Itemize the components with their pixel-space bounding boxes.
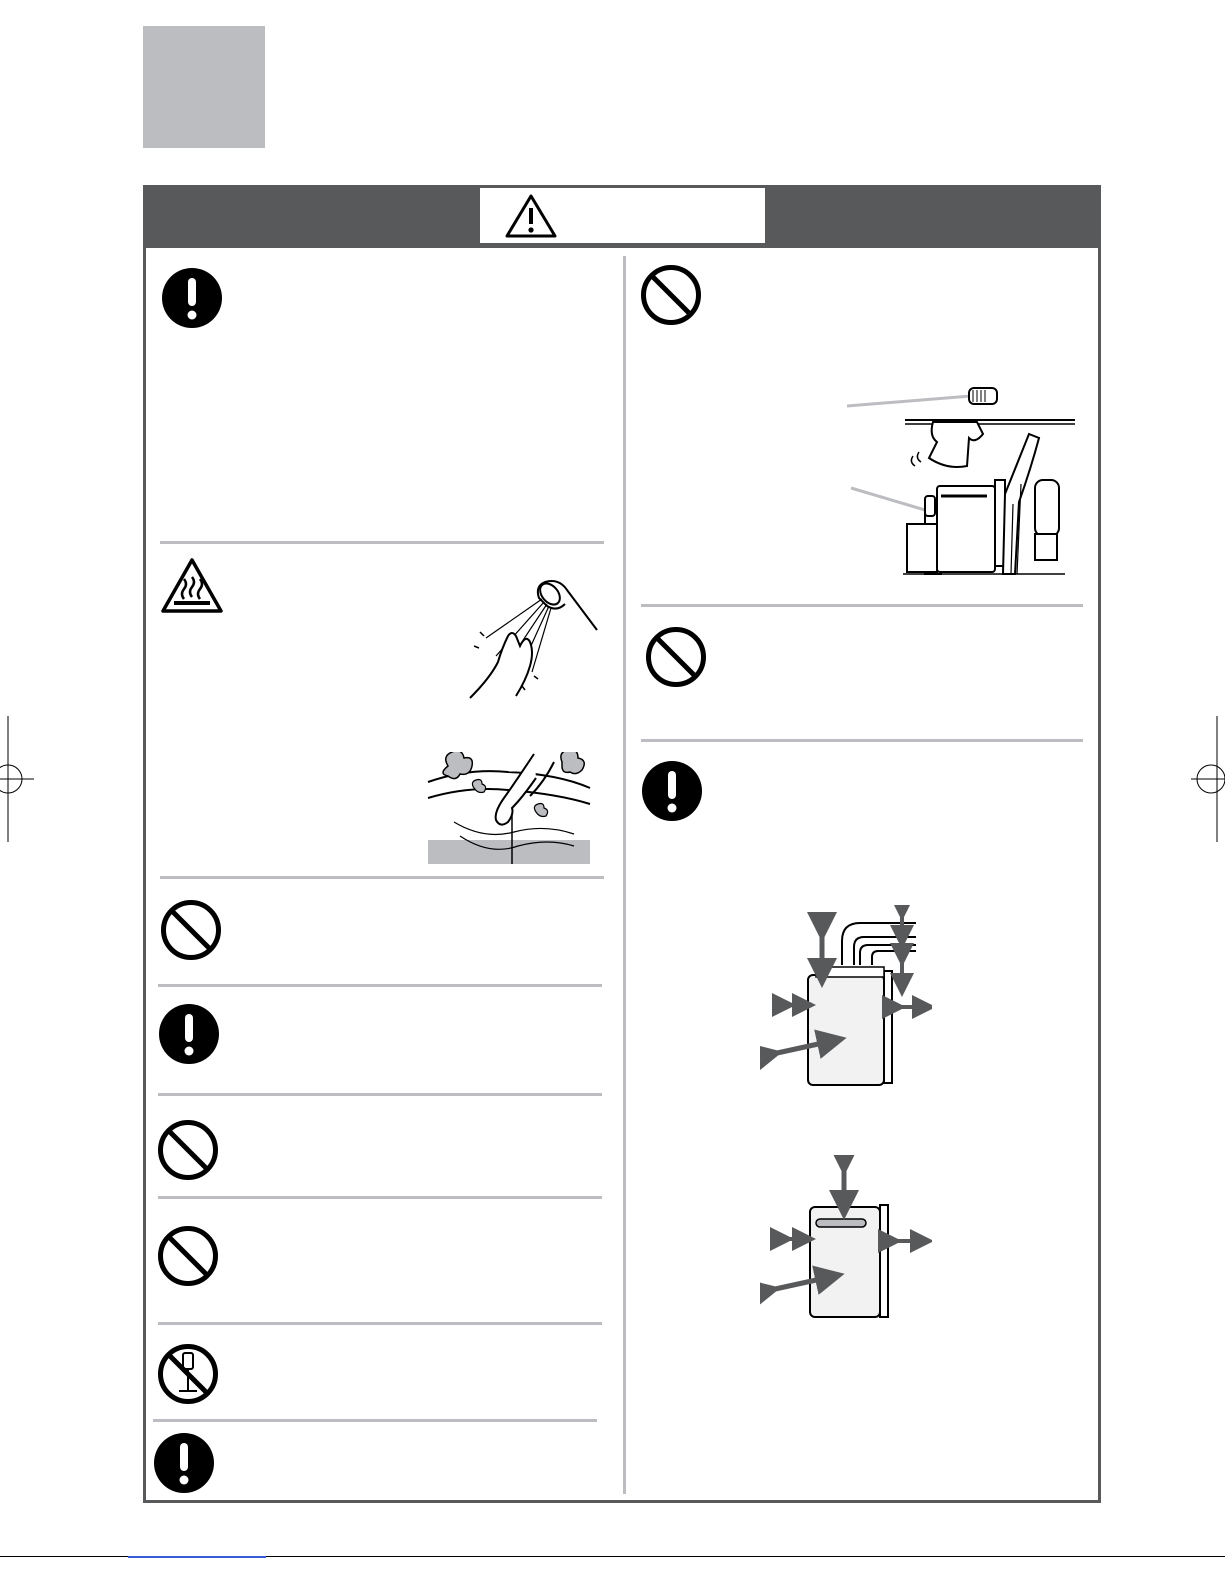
bathtub-hand-steam-illustration: [424, 752, 592, 866]
warning-triangle-icon: [504, 193, 558, 239]
prohibition-icon: [640, 264, 702, 326]
item-divider: [158, 1322, 602, 1325]
item-divider: [158, 1196, 602, 1199]
registration-mark-right: [1191, 716, 1225, 842]
item-divider: [160, 541, 604, 544]
heater-clearance-top-pipes-illustration: [760, 905, 932, 1095]
prohibition-icon: [157, 1225, 219, 1287]
item-divider: [158, 984, 602, 987]
heater-clearance-front-illustration: [760, 1155, 932, 1327]
registration-mark-left: [0, 716, 34, 842]
mandatory-action-icon: [158, 1003, 220, 1065]
item-divider: [641, 604, 1083, 607]
prohibition-icon: [157, 1119, 219, 1181]
footer-link-underline: [128, 1556, 266, 1558]
prohibition-icon: [160, 899, 222, 961]
column-divider: [623, 256, 626, 1494]
mandatory-action-icon: [641, 760, 703, 822]
spray-can-laundry-heater-illustration: [845, 384, 1085, 580]
warning-header-label: [480, 188, 765, 243]
prohibition-icon: [645, 626, 707, 688]
section-tab: [143, 26, 265, 148]
item-divider: [158, 1093, 602, 1096]
mandatory-action-icon: [161, 267, 223, 329]
hot-surface-caution-icon: [160, 557, 224, 615]
mandatory-action-icon: [153, 1432, 215, 1494]
warning-panel: [143, 185, 1101, 1503]
item-divider: [641, 739, 1083, 742]
hot-shower-hand-illustration: [462, 568, 602, 700]
item-divider: [160, 876, 604, 879]
do-not-disassemble-icon: [157, 1343, 219, 1405]
item-divider: [153, 1419, 597, 1422]
